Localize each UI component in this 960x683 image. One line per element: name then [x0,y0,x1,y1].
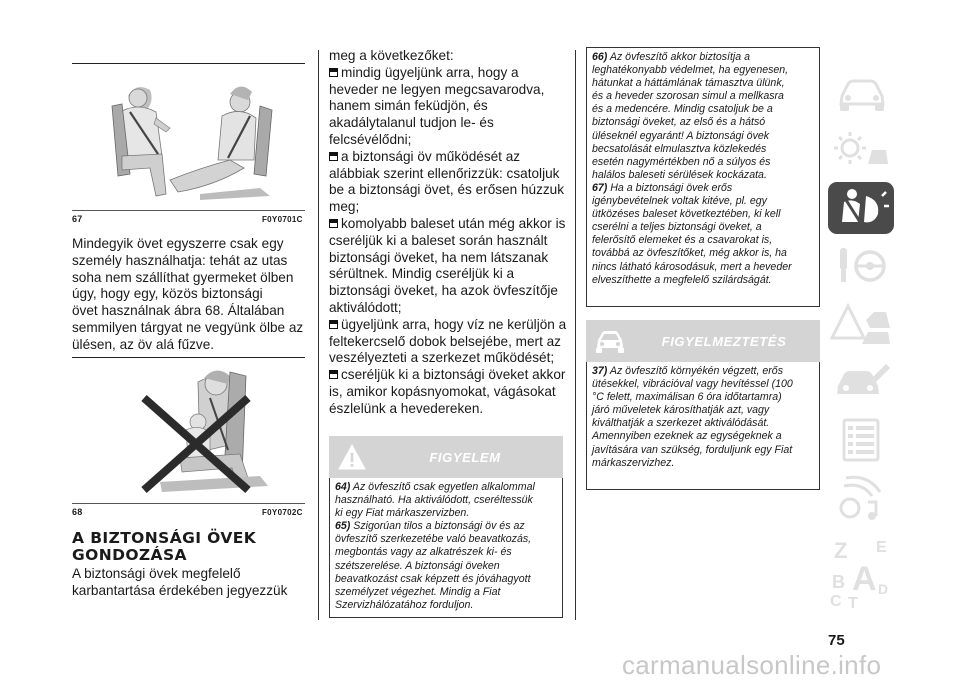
bullet-item [329,367,569,417]
side-tab-dashboard[interactable] [828,66,894,118]
text-line: Szigorúan tilos a biztonsági öv és az [353,520,525,533]
text-line: becsatolását elmulasztva közlekedés [592,142,767,155]
text-line: továbbá az övfeszítőket, még akkor is, ha [592,247,787,260]
text-line: hanem simán feküdjön, és [329,98,488,114]
text-line: Az övfeszítő akkor biztosítja a [609,51,751,63]
caution-box-title: FIGYELEM [429,449,501,465]
text-line: kiválthatják a szerkezet aktiválódását. [592,417,770,430]
text-line: Ha a biztonsági övek erős [610,181,733,194]
side-tab-maintenance[interactable] [828,356,894,408]
text-line: a biztonsági öv működését az [341,148,521,164]
figure-67-code: F0Y0701C [262,215,303,224]
text-line: biztonsági öveket, az első és a hátsó [592,116,766,129]
text-line: ügyeljünk arra, hogy víz ne kerüljön a [341,316,567,332]
text-line: soha nem szállíthat gyermeket ölben [72,269,294,285]
text-line: heveder ne legyen megcsavarodva, [329,81,545,97]
top-rule-col1 [72,63,305,64]
caution-box-body [329,478,563,618]
note-number: 64) [335,481,351,493]
side-tab-starting-driving[interactable] [828,240,894,292]
text-line: nincs látható károsodásuk, mert a heveder [592,260,792,273]
text-line: üléseknél egyaránt! A biztonsági övek [592,129,770,142]
index-letter: E [876,539,887,556]
road-warning-icon [828,298,894,350]
text-line: be a biztonsági övet, és erősen húzzuk [329,182,565,198]
text-line: cseréljük ki a baleset során használt [329,232,548,248]
col2-text [329,48,569,418]
index-letter: C [830,593,842,610]
col1-paragraph-1 [72,236,312,354]
warning-lights-icon [828,124,894,176]
bullet-item [329,65,569,149]
text-line: mindig ügyeljünk arra, hogy a [341,64,519,80]
bullet-icon [329,68,338,77]
bullet-item [329,149,569,216]
bullet-item [329,317,569,367]
side-tab-warning-lights[interactable] [828,124,894,176]
specifications-list-icon [828,414,894,466]
warning-box-header [586,320,820,362]
text-line: biztonsági öveket, ha nem látszanak [329,249,549,265]
side-tab-multimedia[interactable] [828,472,894,524]
note-number: 67) [592,181,608,194]
text-line: akadálytalanul tudjon le- és [329,115,494,131]
note-number: 65) [335,520,351,533]
text-line: úgy, hogy egy, közös biztonsági [72,286,263,302]
column-divider-1 [318,50,319,620]
text-line: és a medencére. Mindig csatoljuk be a [592,103,773,116]
figure-68-image [120,362,300,500]
text-line: megbontás vagy az alkatrészek ki- és [335,546,512,559]
text-line: felerősítő elemeket és a csavarokat is, [592,234,773,247]
text-line: veszélyezteti a szerkezet működését; [329,350,555,366]
heading-line: GONDOZÁSA [72,546,187,564]
side-tab-emergency[interactable] [828,298,894,350]
text-line: alábbiak szerint ellenőrizzük: csatoljuk [329,165,560,181]
text-line: márkaszervizhez. [592,456,675,469]
text-line: ülésen, az öv alá fűzve. [72,336,215,352]
heading-line: A BIZTONSÁGI ÖVEK [72,529,257,547]
bullet-icon [329,219,338,228]
text-line: használható. Ha aktiválódott, cseréltessük [335,494,533,507]
text-line: ütésekkel, vibrációval vagy hevítéssel (100 [592,378,793,391]
text-line: beavatkozást csak képzett és jóváhagyott [335,572,531,585]
seatbelt-airbag-icon [828,182,894,234]
text-line: járó műveletek károsíthatják azt, vagy [592,404,770,417]
text-line: aktiválódott; [329,299,402,315]
top-note-box [586,47,820,307]
car-warning-icon [592,326,628,356]
text-line: Mindegyik övet egyszerre csak egy [72,236,284,251]
text-line: meg; [329,199,360,215]
key-steering-wheel-icon [828,240,894,292]
text-line: elveszíthette a megfelelő szilárdságát. [592,273,772,286]
alphabetical-index-icon [828,530,894,610]
warning-box-title: FIGYELMEZTETÉS [661,333,787,349]
text-line: esetén nagymértékben nő a súlyos és [592,155,771,168]
bullet-icon [329,370,338,379]
figure-68-number: 68 [72,507,83,517]
side-tab-safety[interactable] [828,182,894,234]
car-service-icon [828,356,894,408]
note-number: 66) [592,51,608,63]
col1-paragraph-2 [72,566,312,600]
bullet-icon [329,152,338,161]
warning-box-body [586,362,820,490]
section-heading [72,530,312,564]
figure-67-image [100,76,290,206]
figure-68-code: F0Y0702C [262,508,303,517]
index-letter: B [832,572,845,592]
text-line: hátunkat a háttámlának támasztva ülünk, [592,77,785,90]
figure-67-number: 67 [72,214,83,224]
figure-68-rule [72,503,305,504]
text-line: szétszerelése. A biztonsági öveken [335,559,500,572]
caution-triangle-icon [337,442,367,472]
caution-box-header [329,436,563,478]
page-number: 75 [828,632,845,649]
text-line: és a heveder szorosan simul a mellkasra [592,90,784,103]
column-divider-2 [575,50,576,620]
text-line: személy használhatja: tehát az utas [72,252,288,268]
watermark: carmanualsonline.info [622,650,882,680]
index-letter: D [878,581,889,597]
text-line: Amennyiben ezeknek az egységeknek a [592,430,782,443]
text-line: felcsévélődni; [329,131,412,147]
multimedia-icon [828,472,894,524]
bullet-icon [329,320,338,329]
text-line: Szervizhálózatához forduljon. [335,598,474,611]
text-line: észlelünk a hevedereken. [329,400,484,416]
text-line: ki egy Fiat márkaszervizben. [335,507,470,520]
bullet-item [329,216,569,317]
text-line: cseréljük ki a biztonsági öveket akkor [341,367,566,383]
text-line: °C felett, maximálisan 6 óra időtartamra) [592,391,782,404]
text-line: cserélni a teljes biztonsági öveket, a [592,221,762,234]
index-letter: Z [834,538,848,563]
text-line: ütközéses baleset következtében, ki kell [592,208,781,221]
text-line: halálos baleseti sérülések kockázata. [592,168,767,181]
text-line: javítására van szükség, forduljunk egy Fiat [592,443,793,456]
text-line: is, amikor kopásnyomokat, vágásokat [329,383,556,399]
text-line: leghatékonyabb védelmet, ha egyenesen, [592,64,789,77]
index-letter: T [848,595,858,610]
index-letter: A [852,560,877,598]
text-line: övfeszítő szerkezetébe való beavatkozás, [335,533,532,546]
side-tab-technical-data[interactable] [828,414,894,466]
text-line: övet használnak ábra 68. Általában [72,303,285,319]
text-line: karbantartása érdekében jegyezzük [72,582,288,598]
text-line: igénybevételnek voltak kitéve, pl. egy [592,195,767,208]
text-line: biztonsági öveket, ha azok övfeszítője [329,283,558,299]
text-line: A biztonsági övek megfelelő [72,566,241,581]
figure-67-rule [72,210,305,211]
intro-line: meg a következőket: [329,48,454,63]
text-line: semmilyen tárgyat ne vegyünk ölbe az [72,319,304,335]
text-line: Az övfeszítő csak egyetlen alkalommal [352,481,535,493]
side-tab-index[interactable] [828,530,894,610]
car-dashboard-icon [828,66,894,118]
text-line: személyzet végezhet. Mindig a Fiat [335,585,501,598]
text-line: Az övfeszítő környékén végzett, erős [609,365,783,377]
note-number: 37) [592,365,608,377]
text-line: komolyabb baleset után még akkor is [341,215,566,231]
text-line: feltekercselő dobok belsejébe, mert az [329,333,561,349]
mid-rule-col1 [72,357,305,358]
text-line: sérültnek. Mindig cseréljük ki a [329,266,515,282]
